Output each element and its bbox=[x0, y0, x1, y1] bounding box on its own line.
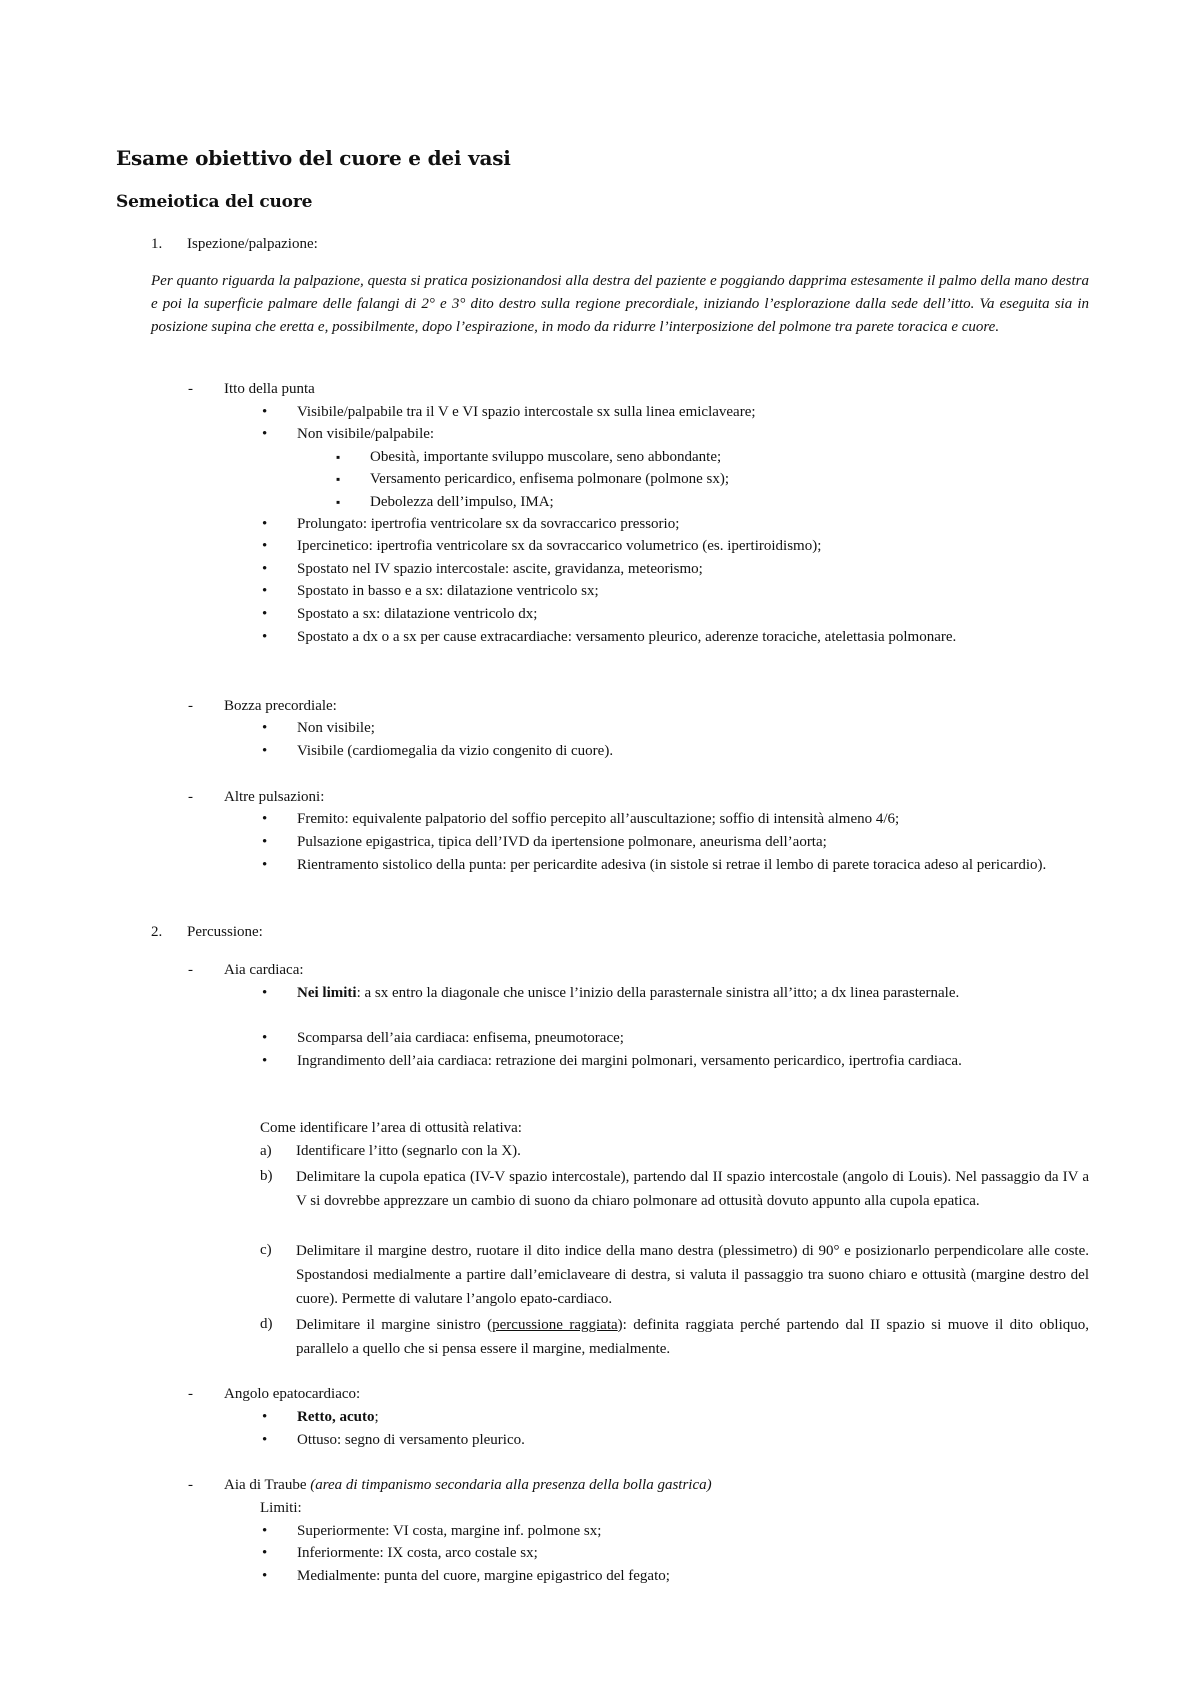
subheading bbox=[224, 1475, 712, 1495]
bullet: • bbox=[262, 583, 268, 599]
dash-marker: - bbox=[188, 789, 193, 805]
bullet: • bbox=[262, 404, 268, 420]
bullet-text: Ottuso: segno di versamento pleurico. bbox=[297, 1432, 525, 1448]
bullet-text: Non visibile; bbox=[297, 720, 375, 736]
dash-marker: - bbox=[188, 381, 193, 397]
bullet: • bbox=[262, 606, 268, 622]
bullet: • bbox=[262, 743, 268, 759]
bullet: • bbox=[262, 516, 268, 532]
step-text: Identificare l’itto (segnarlo con la X). bbox=[296, 1143, 521, 1159]
subheading: Itto della punta bbox=[224, 381, 315, 397]
subheading: Aia cardiaca: bbox=[224, 962, 304, 978]
bullet: • bbox=[262, 1030, 268, 1046]
bullet-text-rest: ; bbox=[374, 1409, 379, 1425]
bullet: • bbox=[262, 426, 268, 442]
bullet: • bbox=[262, 857, 268, 873]
bullet-text: Spostato nel IV spazio intercostale: ascite, gravidanza, meteorismo; bbox=[297, 561, 703, 577]
bullet: • bbox=[262, 1523, 268, 1539]
bullet-text: Ingrandimento dell’aia cardiaca: retrazione dei margini polmonari, versamento pericardico, ipertrofia cardiaca. bbox=[297, 1053, 962, 1069]
bullet: • bbox=[262, 538, 268, 554]
bullet: • bbox=[262, 1432, 268, 1448]
bullet: • bbox=[262, 985, 268, 1001]
sub-bullet-text: Versamento pericardico, enfisema polmonare (polmone sx); bbox=[370, 471, 730, 487]
bullet: • bbox=[262, 1545, 268, 1561]
letter-marker: d) bbox=[260, 1316, 273, 1332]
bold-term: Nei limiti bbox=[297, 985, 357, 1001]
bullet-text: Medialmente: punta del cuore, margine epigastrico del fegato; bbox=[297, 1568, 670, 1584]
dash-marker: - bbox=[188, 1477, 193, 1493]
list-number: 2. bbox=[151, 924, 163, 940]
bold-term: Retto, acuto bbox=[297, 1409, 375, 1425]
letter-marker: a) bbox=[260, 1143, 272, 1159]
square-bullet: ▪ bbox=[336, 495, 341, 509]
bullet: • bbox=[262, 1568, 268, 1584]
bullet: • bbox=[262, 561, 268, 577]
underlined-term: percussione raggiata bbox=[492, 1317, 618, 1333]
bullet-text-rest: : a sx entro la diagonale che unisce l’inizio della parasternale sinistra all’itto; a dx linea parasternale. bbox=[356, 985, 960, 1001]
bullet: • bbox=[262, 720, 268, 736]
list-item-label: Percussione: bbox=[187, 924, 263, 940]
bullet-text bbox=[297, 1407, 379, 1427]
subheading-label: Aia di Traube bbox=[224, 1477, 311, 1493]
bullet-text: Pulsazione epigastrica, tipica dell’IVD da ipertensione polmonare, aneurisma dell’aorta; bbox=[297, 834, 827, 850]
bullet-text: Spostato a dx o a sx per cause extracardiache: versamento pleurico, aderenze toraciche, atelettasia polmonare. bbox=[297, 629, 957, 645]
bullet-text: Non visibile/palpabile: bbox=[297, 426, 435, 442]
bullet-text bbox=[297, 982, 1089, 1004]
bullet-text: Superiormente: VI costa, margine inf. polmone sx; bbox=[297, 1523, 602, 1539]
subheading: Bozza precordiale: bbox=[224, 698, 337, 714]
bullet: • bbox=[262, 834, 268, 850]
bullet-text: Scomparsa dell’aia cardiaca: enfisema, pneumotorace; bbox=[297, 1030, 624, 1046]
list-item-label: Ispezione/palpazione: bbox=[187, 236, 318, 252]
bullet: • bbox=[262, 1053, 268, 1069]
step-text: Delimitare la cupola epatica (IV-V spazio intercostale), partendo dal II spazio intercostale (angolo di Louis). Nel passaggio da IV a V si dovrebbe apprezzare un cambio di suono da chiaro polmonare ad ottusità dovuto appunto alla cupola epatica. bbox=[296, 1169, 1089, 1209]
step-text-post: ): definita raggiata perché partendo dal II spazio si muove il dito obliquo, parallelo a quello che si pensa essere il margine, medialmente. bbox=[296, 1317, 1089, 1357]
bullet-text: Spostato a sx: dilatazione ventricolo dx; bbox=[297, 606, 538, 622]
bullet-text: Prolungato: ipertrofia ventricolare sx da sovraccarico pressorio; bbox=[297, 516, 680, 532]
list-number: 1. bbox=[151, 236, 163, 252]
limits-label: Limiti: bbox=[260, 1500, 302, 1516]
step-text-pre: Delimitare il margine sinistro ( bbox=[296, 1317, 493, 1333]
bullet-text: Rientramento sistolico della punta: per pericardite adesiva (in sistole si retrae il lembo di parete toracica adeso al pericardio). bbox=[297, 857, 1047, 873]
letter-marker: b) bbox=[260, 1168, 273, 1184]
step-text bbox=[296, 1313, 1089, 1361]
bullet-text: Inferiormente: IX costa, arco costale sx; bbox=[297, 1545, 538, 1561]
dash-marker: - bbox=[188, 962, 193, 978]
subheading-note: (area di timpanismo secondaria alla presenza della bolla gastrica) bbox=[310, 1477, 712, 1493]
bullet-text: Ipercinetico: ipertrofia ventricolare sx da sovraccarico volumetrico (es. ipertiroidismo); bbox=[297, 538, 822, 554]
square-bullet: ▪ bbox=[336, 450, 341, 464]
bullet-text: Fremito: equivalente palpatorio del soffio percepito all’auscultazione; soffio di intensità almeno 4/6; bbox=[297, 811, 900, 827]
dash-marker: - bbox=[188, 698, 193, 714]
letter-marker: c) bbox=[260, 1242, 272, 1258]
sub-bullet-text: Debolezza dell’impulso, IMA; bbox=[370, 494, 554, 510]
subheading: Altre pulsazioni: bbox=[224, 789, 325, 805]
bullet-text: Visibile (cardiomegalia da vizio congenito di cuore). bbox=[297, 743, 614, 759]
intro-paragraph: Per quanto riguarda la palpazione, questa si pratica posizionandosi alla destra del paziente e poggiando dapprima estesamente il palmo della mano destra e poi la superficie palmare delle falangi di 2° e 3° dito destro sulla regione precordiale, iniziando l’esplorazione dalla sede dell’itto. Va eseguita sia in posizione supina che eretta e, possibilmente, dopo l’espirazione, in modo da ridurre l’interposizione del polmone tra parete toracica e cuore. bbox=[151, 273, 1089, 335]
bullet: • bbox=[262, 629, 268, 645]
subheading: Angolo epatocardiaco: bbox=[224, 1386, 361, 1402]
bullet: • bbox=[262, 811, 268, 827]
bullet-text: Visibile/palpabile tra il V e VI spazio intercostale sx sulla linea emiclaveare; bbox=[297, 404, 756, 420]
sub-bullet-text: Obesità, importante sviluppo muscolare, seno abbondante; bbox=[370, 449, 722, 465]
bullet-text: Spostato in basso e a sx: dilatazione ventricolo sx; bbox=[297, 583, 599, 599]
section-title: Semeiotica del cuore bbox=[116, 192, 313, 212]
step-text: Delimitare il margine destro, ruotare il dito indice della mano destra (plessimetro) di 90° e posizionarlo perpendicolare alle coste. Spostandosi medialmente a partire dall’emiclaveare di destra, si valuta il passaggio tra suono chiaro e ottusità (margine destro del cuore). Permette di valutare l’angolo epato-cardiaco. bbox=[296, 1243, 1089, 1307]
page-title: Esame obiettivo del cuore e dei vasi bbox=[116, 146, 511, 170]
procedure-intro: Come identificare l’area di ottusità relativa: bbox=[260, 1120, 522, 1136]
dash-marker: - bbox=[188, 1386, 193, 1402]
square-bullet: ▪ bbox=[336, 472, 341, 486]
bullet: • bbox=[262, 1409, 268, 1425]
